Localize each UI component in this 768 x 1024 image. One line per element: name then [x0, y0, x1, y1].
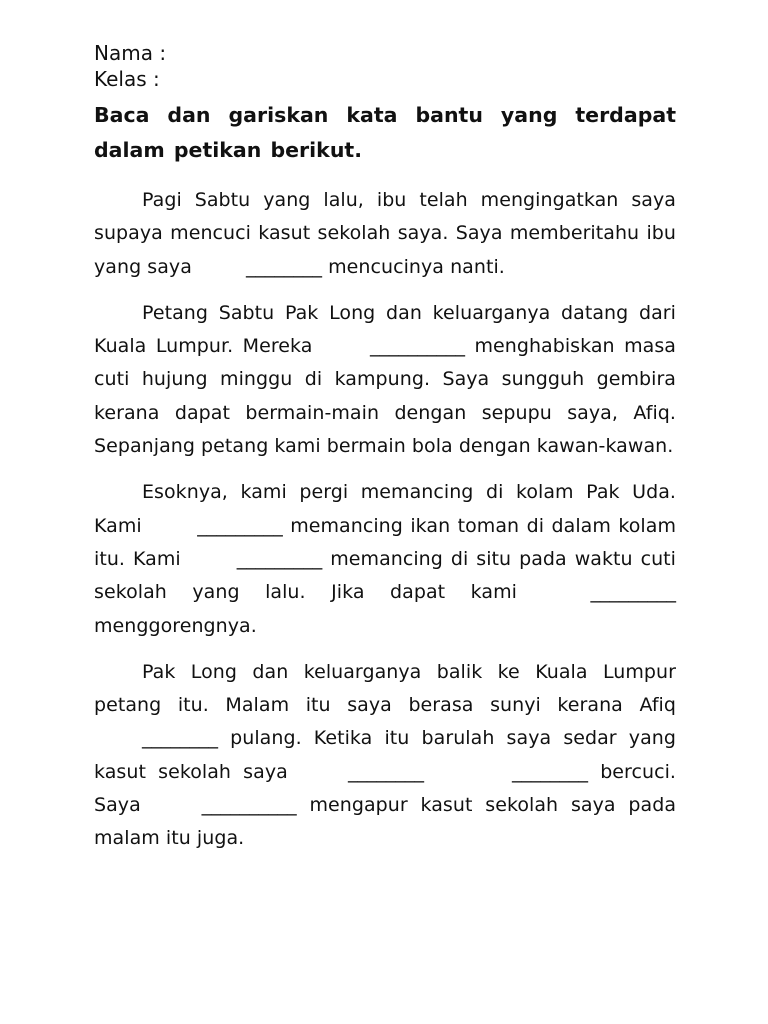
blank-7: ________: [348, 760, 424, 783]
name-label: Nama :: [94, 41, 167, 65]
paragraph-4-text-2: pulang. Ketika itu barulah saya sedar yang kasut sekolah saya: [94, 727, 676, 783]
blank-6: ________: [142, 727, 218, 750]
paragraph-3-text-3: memancing di situ pada waktu cuti sekolah yang lalu. Jika dapat kami: [94, 547, 677, 604]
paragraph-2-text-1: Petang Sabtu Pak Long dan keluarganya datang dari Kuala Lumpur. Mereka: [94, 301, 676, 358]
paragraph-4-text-1: Pak Long dan keluarganya balik ke Kuala Lumpur petang itu. Malam itu saya berasa sunyi kerana Afiq: [94, 660, 676, 717]
paragraph-1-text-1: Pagi Sabtu yang lalu, ibu telah mengingatkan saya supaya mencuci kasut sekolah saya. Saya memberitahu ibu yang saya: [94, 189, 676, 278]
blank-1: ________: [246, 255, 323, 278]
paragraph-1-text-2: mencucinya nanti.: [328, 255, 505, 278]
blank-2: __________: [369, 335, 465, 358]
paragraph-3: [94, 476, 676, 642]
worksheet: [94, 40, 676, 869]
paragraph-4-text-4: mengapur kasut sekolah saya pada malam itu juga.: [94, 794, 677, 850]
blank-3: _________: [197, 514, 283, 537]
paragraph-3-text-2: memancing ikan toman di dalam kolam itu. Kami: [94, 514, 676, 570]
instruction-heading: Baca dan gariskan kata bantu yang terdapat dalam petikan berikut.: [94, 103, 676, 162]
blank-4: _________: [236, 547, 323, 570]
paragraph-2-text-2: menghabiskan masa cuti hujung minggu di kampung. Saya sungguh gembira kerana dapat bermain-main dengan sepupu saya, Afiq. Sepanjang petang kami bermain bola dengan kawan-kawan.: [94, 335, 676, 458]
paragraph-3-text-1: Esoknya, kami pergi memancing di kolam Pak Uda. Kami: [94, 481, 676, 537]
blank-9: __________: [201, 794, 297, 817]
paragraph-1: [94, 184, 676, 284]
blank-8: ________: [512, 760, 588, 783]
paragraph-4-text-3: bercuci. Saya: [94, 760, 676, 817]
paragraph-4: [94, 656, 676, 856]
paragraph-2: [94, 297, 676, 463]
paragraph-3-text-4: menggorengnya.: [94, 614, 257, 637]
blank-5: _________: [590, 581, 677, 604]
class-label: Kelas :: [94, 67, 160, 91]
